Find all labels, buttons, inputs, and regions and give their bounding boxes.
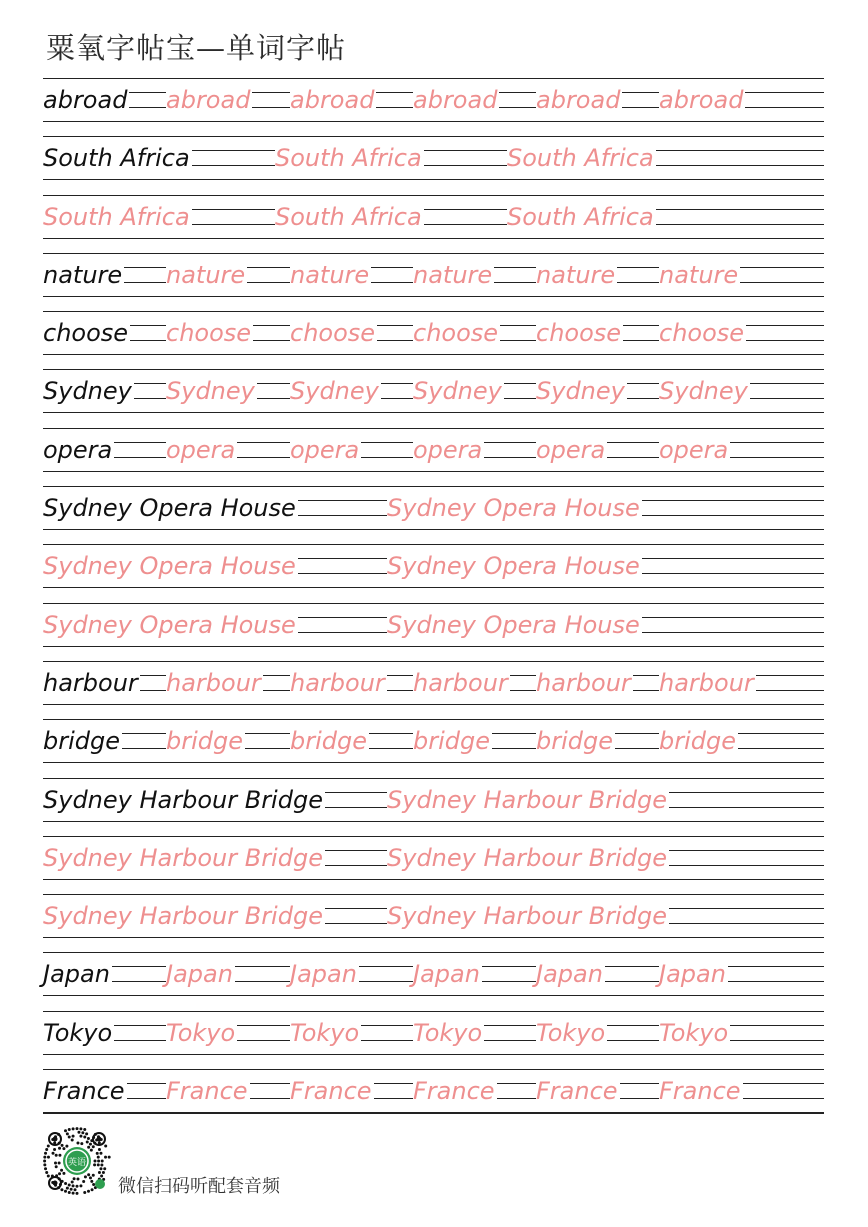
model-word: Tokyo: [43, 1015, 114, 1051]
ruling-line: [43, 1112, 824, 1113]
trace-word: Japan: [290, 956, 359, 992]
model-word: nature: [43, 257, 124, 293]
trace-word: choose: [166, 315, 253, 351]
trace-word: South Africa: [43, 199, 192, 235]
trace-word: Japan: [413, 956, 482, 992]
page-title: 粟氧字帖宝—单词字帖: [46, 31, 347, 65]
practice-row: [43, 428, 824, 486]
ruling-line: [43, 836, 824, 837]
ruling-line: [43, 253, 824, 254]
practice-row: [43, 1011, 824, 1069]
ruling-line: [43, 369, 824, 370]
trace-word: South Africa: [507, 140, 656, 176]
trace-word: nature: [166, 257, 247, 293]
trace-word: opera: [659, 432, 730, 468]
trace-word: Japan: [166, 956, 235, 992]
trace-word: Sydney Harbour Bridge: [387, 840, 669, 876]
model-word: harbour: [43, 665, 140, 701]
trace-word: bridge: [536, 723, 615, 759]
trace-word: Sydney Harbour Bridge: [43, 898, 325, 934]
model-word: choose: [43, 315, 130, 351]
practice-row: [43, 195, 824, 253]
qr-badge-label: 英语: [67, 1158, 87, 1168]
trace-word: Tokyo: [659, 1015, 730, 1051]
trace-word: nature: [659, 257, 740, 293]
trace-word: bridge: [166, 723, 245, 759]
trace-word: nature: [413, 257, 494, 293]
ruling-line: [43, 121, 824, 122]
trace-word: bridge: [659, 723, 738, 759]
trace-word: opera: [536, 432, 607, 468]
ruling-line: [43, 894, 824, 895]
trace-word: Sydney: [659, 373, 750, 409]
trace-word: Sydney Opera House: [387, 548, 642, 584]
trace-word: choose: [290, 315, 377, 351]
trace-word: opera: [166, 432, 237, 468]
practice-row: [43, 661, 824, 719]
trace-word: Tokyo: [413, 1015, 484, 1051]
trace-word: Sydney Opera House: [43, 607, 298, 643]
model-word: Sydney Opera House: [43, 490, 298, 526]
ruling-line: [43, 952, 824, 953]
practice-row: [43, 952, 824, 1010]
trace-word: abroad: [413, 82, 499, 118]
ruling-line: [43, 428, 824, 429]
trace-word: France: [413, 1073, 497, 1109]
ruling-line: [43, 661, 824, 662]
trace-word: Sydney Opera House: [387, 607, 642, 643]
model-word: Japan: [43, 956, 112, 992]
trace-word: Sydney: [290, 373, 381, 409]
trace-word: choose: [536, 315, 623, 351]
ruling-line: [43, 136, 824, 137]
trace-word: abroad: [536, 82, 622, 118]
ruling-line: [43, 778, 824, 779]
trace-word: Sydney Harbour Bridge: [387, 898, 669, 934]
practice-row: [43, 1069, 824, 1127]
qr-code-icon[interactable]: [42, 1126, 112, 1196]
trace-word: harbour: [290, 665, 387, 701]
ruling-line: [43, 354, 824, 355]
trace-word: South Africa: [275, 140, 424, 176]
trace-word: Japan: [536, 956, 605, 992]
ruling-line: [43, 486, 824, 487]
trace-word: Sydney Harbour Bridge: [387, 782, 669, 818]
trace-word: bridge: [413, 723, 492, 759]
model-word: Sydney: [43, 373, 134, 409]
ruling-line: [43, 995, 824, 996]
ruling-line: [43, 762, 824, 763]
ruling-line: [43, 704, 824, 705]
practice-row: [43, 311, 824, 369]
trace-word: abroad: [659, 82, 745, 118]
trace-word: choose: [413, 315, 500, 351]
ruling-line: [43, 471, 824, 472]
practice-row: [43, 369, 824, 427]
ruling-line: [43, 879, 824, 880]
practice-row: [43, 136, 824, 194]
ruling-line: [43, 412, 824, 413]
ruling-line: [43, 529, 824, 530]
trace-word: Sydney Opera House: [43, 548, 298, 584]
model-word: bridge: [43, 723, 122, 759]
trace-word: abroad: [290, 82, 376, 118]
ruling-line: [43, 78, 824, 79]
trace-word: France: [536, 1073, 620, 1109]
ruling-line: [43, 544, 824, 545]
practice-row: [43, 78, 824, 136]
ruling-line: [43, 1054, 824, 1055]
trace-word: nature: [290, 257, 371, 293]
practice-row: [43, 253, 824, 311]
ruling-line: [43, 195, 824, 196]
trace-word: Tokyo: [290, 1015, 361, 1051]
trace-word: Sydney: [413, 373, 504, 409]
trace-word: opera: [413, 432, 484, 468]
audio-footer: [42, 1126, 342, 1198]
trace-word: Sydney Harbour Bridge: [43, 840, 325, 876]
practice-row: [43, 894, 824, 952]
ruling-line: [43, 719, 824, 720]
ruling-line: [43, 646, 824, 647]
trace-word: France: [290, 1073, 374, 1109]
trace-word: Sydney Opera House: [387, 490, 642, 526]
audio-caption: 微信扫码听配套音频: [118, 1176, 280, 1197]
trace-word: bridge: [290, 723, 369, 759]
ruling-line: [43, 238, 824, 239]
model-word: opera: [43, 432, 114, 468]
trace-word: harbour: [536, 665, 633, 701]
practice-sheet: [43, 78, 824, 1114]
ruling-line: [43, 311, 824, 312]
ruling-line: [43, 821, 824, 822]
trace-word: France: [659, 1073, 743, 1109]
ruling-line: [43, 296, 824, 297]
ruling-line: [43, 587, 824, 588]
trace-word: France: [166, 1073, 250, 1109]
trace-word: nature: [536, 257, 617, 293]
trace-word: harbour: [659, 665, 756, 701]
trace-word: abroad: [166, 82, 252, 118]
ruling-line: [43, 1069, 824, 1070]
trace-word: South Africa: [275, 199, 424, 235]
trace-word: Tokyo: [166, 1015, 237, 1051]
trace-word: opera: [290, 432, 361, 468]
practice-row: [43, 719, 824, 777]
practice-row: [43, 486, 824, 544]
ruling-line: [43, 937, 824, 938]
practice-row: [43, 778, 824, 836]
trace-word: Sydney: [536, 373, 627, 409]
ruling-line: [43, 603, 824, 604]
model-word: South Africa: [43, 140, 192, 176]
trace-word: harbour: [413, 665, 510, 701]
ruling-line: [43, 179, 824, 180]
ruling-line: [43, 1011, 824, 1012]
practice-row: [43, 836, 824, 894]
model-word: France: [43, 1073, 127, 1109]
trace-word: South Africa: [507, 199, 656, 235]
model-word: Sydney Harbour Bridge: [43, 782, 325, 818]
trace-word: Tokyo: [536, 1015, 607, 1051]
trace-word: Sydney: [166, 373, 257, 409]
model-word: abroad: [43, 82, 129, 118]
practice-row: [43, 603, 824, 661]
trace-word: Japan: [659, 956, 728, 992]
trace-word: choose: [659, 315, 746, 351]
practice-row: [43, 544, 824, 602]
trace-word: harbour: [166, 665, 263, 701]
